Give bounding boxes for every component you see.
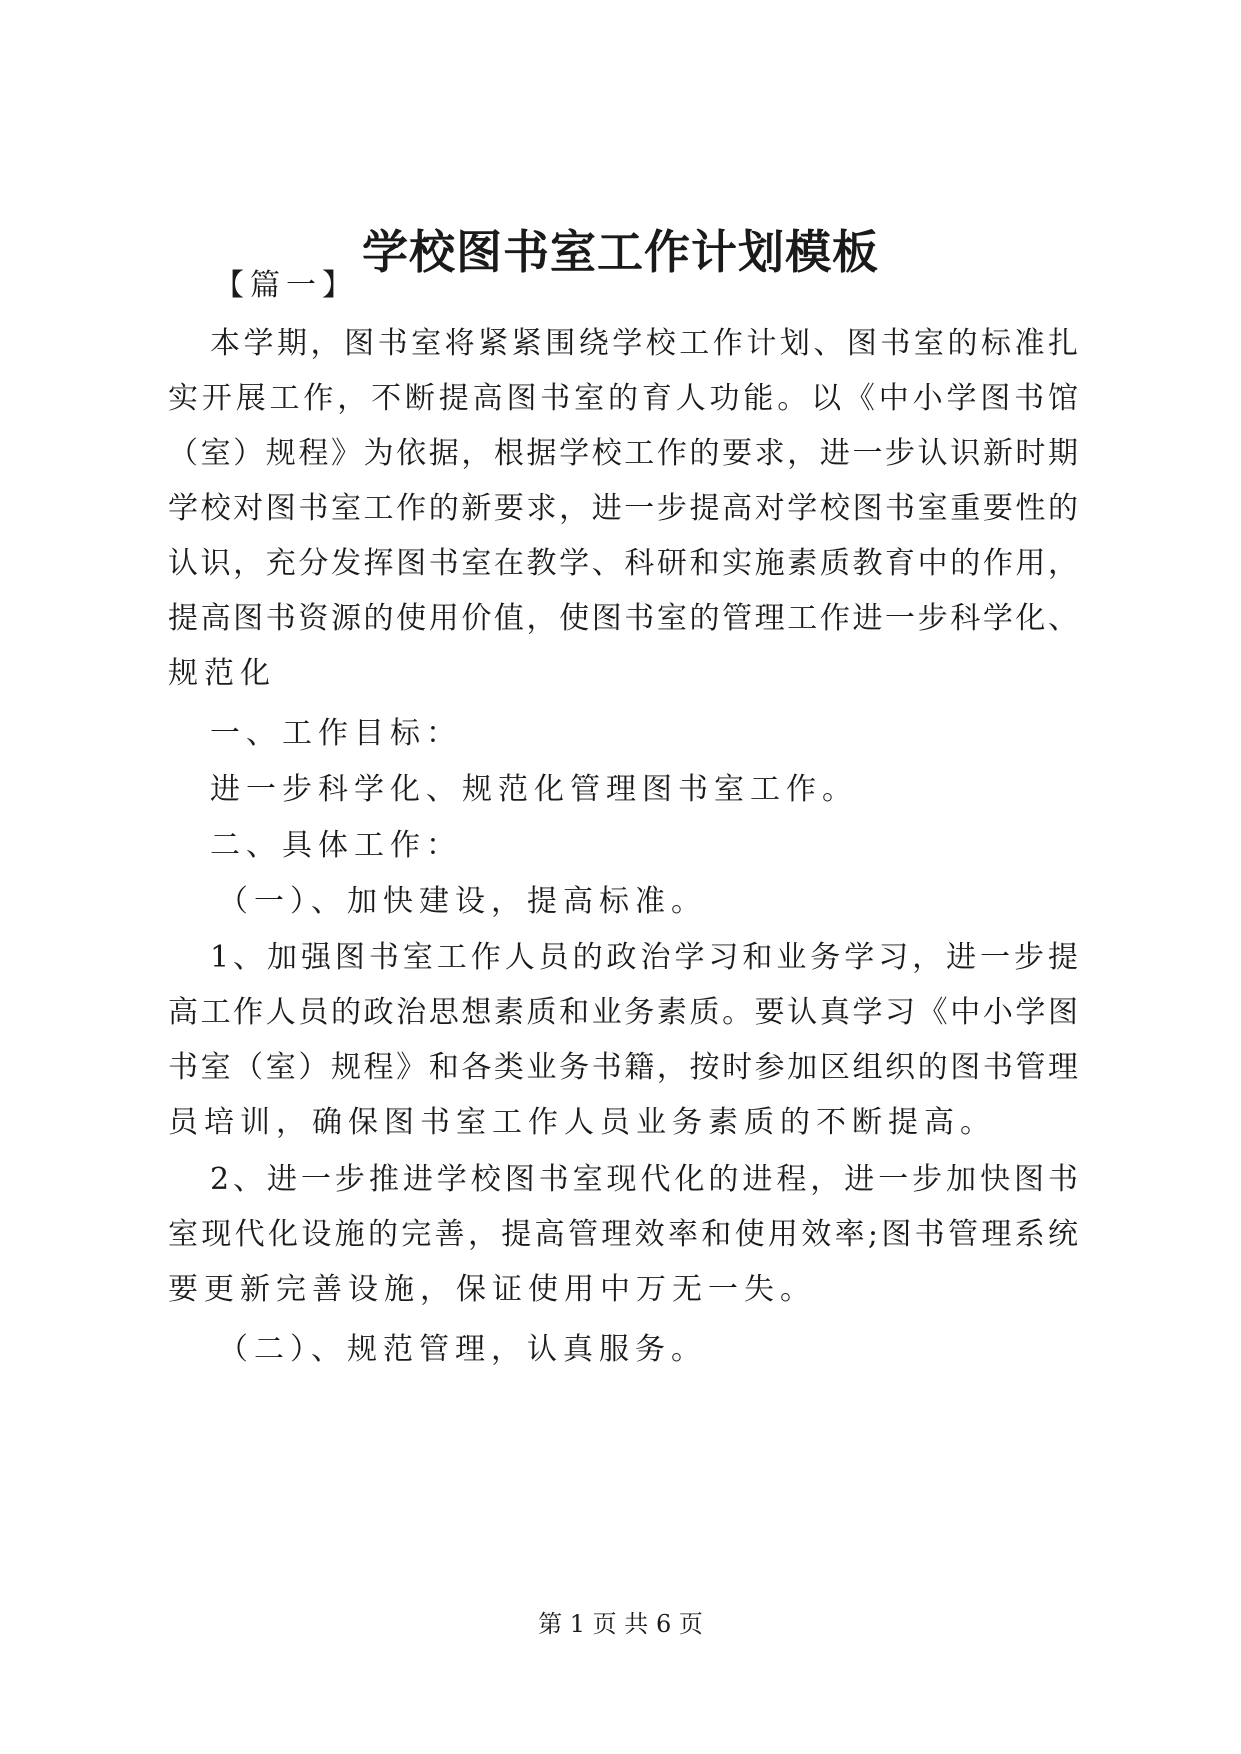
paragraph-line: 2、进一步推进学校图书室现代化的进程，进一步加快图书	[210, 1162, 1078, 1197]
paragraph-line: 室现代化设施的完善，提高管理效率和使用效率;图书管理系统	[168, 1217, 1078, 1252]
heading-specific-work: 二、具体工作：	[210, 828, 462, 863]
subheading-one: （一）、加快建设，提高标准。	[218, 884, 707, 919]
paragraph-line: 本学期，图书室将紧紧围绕学校工作计划、图书室的标准扎	[210, 326, 1078, 361]
paragraph-line: 提高图书资源的使用价值，使图书室的管理工作进一步科学化、	[168, 601, 1078, 636]
paragraph-line: 实开展工作，不断提高图书室的育人功能。以《中小学图书馆	[168, 381, 1078, 416]
page-footer: 第 1 页 共 6 页	[538, 1610, 703, 1638]
paragraph-line: 员培训，确保图书室工作人员业务素质的不断提高。	[168, 1105, 996, 1140]
heading-work-goal: 一、工作目标：	[210, 716, 462, 751]
paragraph-line: 1、加强图书室工作人员的政治学习和业务学习，进一步提	[210, 940, 1078, 975]
paragraph-line: 要更新完善设施，保证使用中万无一失。	[168, 1272, 816, 1307]
paragraph-line: 认识，充分发挥图书室在教学、科研和实施素质教育中的作用，	[168, 546, 1078, 581]
subheading-two: （二）、规范管理，认真服务。	[218, 1332, 707, 1367]
paragraph-line: 学校对图书室工作的新要求，进一步提高对学校图书室重要性的	[168, 491, 1078, 526]
paragraph-line: 高工作人员的政治思想素质和业务素质。要认真学习《中小学图	[168, 995, 1078, 1030]
section-heading-pian-yi: 【篇一】	[214, 268, 358, 303]
paragraph-line: 书室（室）规程》和各类业务书籍，按时参加区组织的图书管理	[168, 1050, 1078, 1085]
paragraph-line: （室）规程》为依据，根据学校工作的要求，进一步认识新时期	[168, 436, 1078, 471]
document-title: 学校图书室工作计划模板	[362, 225, 879, 279]
paragraph-line: 进一步科学化、规范化管理图书室工作。	[210, 772, 858, 807]
paragraph-line: 规范化	[168, 656, 276, 691]
